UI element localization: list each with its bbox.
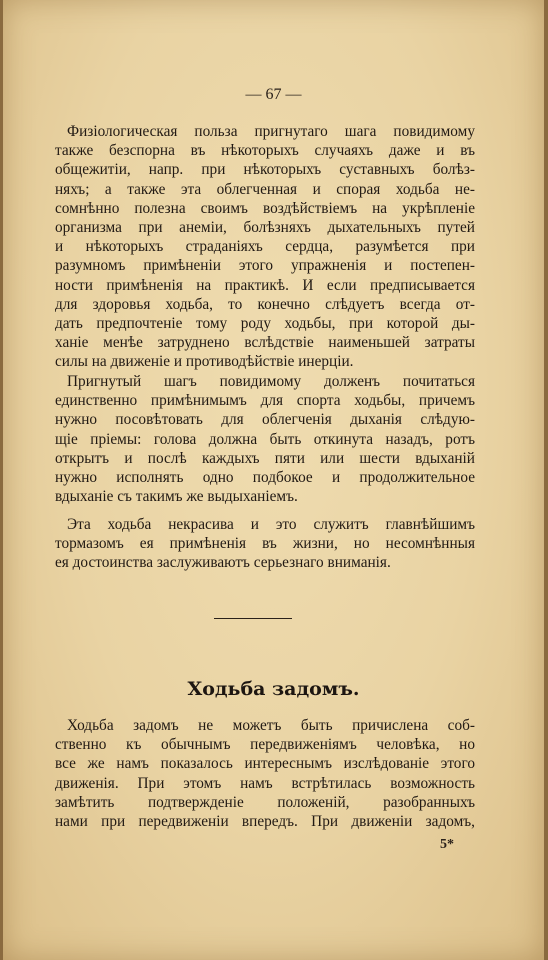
text-line: разумномъ примѣненiи этого упражненiя и постепен- <box>55 257 475 275</box>
text-line: няхъ; а также эта облегченная и спорая ходьба не- <box>55 180 475 198</box>
text-line: для здоровья ходьба, то конечно слѣдуетъ всегда от- <box>55 295 475 313</box>
text-line: ханiе менѣе затруднено вслѣдствiе наименьшей затраты <box>55 334 475 352</box>
text-line: силы на движенiе и противодѣйствiе инерцiи. <box>55 353 354 371</box>
text-line: замѣтить подтвержденiе положенiй, разобранныхъ <box>55 793 475 811</box>
section-heading: Ходьба задомъ. <box>187 678 360 700</box>
text-line: нужно исполнять одно подбокое и продолжительное <box>55 468 475 486</box>
page-number: — 67 — <box>245 86 302 103</box>
paragraph-physiology <box>55 122 475 371</box>
text-line: организма при анемiи, болѣзняхъ дыхательныхъ путей <box>55 218 475 236</box>
text-line: ственно къ обычнымъ передвиженiямъ человѣка, но <box>55 736 475 754</box>
text-line: Пригнутый шагъ повидимому долженъ почитаться <box>67 373 475 390</box>
text-line: также безспорна въ нѣкоторыхъ случаяхъ даже и въ <box>55 142 475 160</box>
text-line: ея достоинства заслуживаютъ серьезнаго вниманiя. <box>55 554 391 572</box>
printer-signature-mark: 5* <box>440 837 454 852</box>
text-line: открытъ и послѣ каждыхъ пяти или шести вдыханiй <box>55 449 475 467</box>
text-line: нужно посовѣтовать для облегченiя дыханiя слѣдую- <box>55 411 475 429</box>
text-line: сомнѣнно полезна своимъ воздѣйствiемъ на укрѣпленiе <box>55 199 475 217</box>
text-line: Ходьба задомъ не можетъ быть причислена соб- <box>67 717 475 734</box>
text-line: и нѣкоторыхъ страданiяхъ сердца, разумѣется при <box>55 238 475 256</box>
text-line: все же намъ показалось интереснымъ изслѣдованiе этого <box>55 755 475 773</box>
paragraph-conclusion <box>55 515 475 573</box>
text-line: Физiологическая польза пригнутаго шага повидимому <box>67 123 475 140</box>
book-page <box>3 0 544 960</box>
text-line: нами при передвиженiи впередъ. При движенiи задомъ, <box>55 812 475 830</box>
section-divider <box>214 618 292 619</box>
text-line: щiе прiемы: голова должна быть откинута назадъ, ротъ <box>55 430 475 448</box>
text-line: движенiя. При этомъ намъ встрѣтилась возможность <box>55 774 475 792</box>
text-line: общежитiи, напр. при нѣкоторыхъ суставныхъ болѣз- <box>55 161 475 179</box>
text-line: единственно примѣнимымъ для спорта ходьбы, причемъ <box>55 392 475 410</box>
paragraph-bent-step <box>55 372 475 506</box>
text-line: Эта ходьба некрасива и это служитъ главнѣйшимъ <box>67 516 475 533</box>
text-line: дать предпочтенiе тому роду ходьбы, при которой ды- <box>55 314 475 332</box>
paragraph-walking-backwards <box>55 716 475 831</box>
text-line: ности примѣненiя на практикѣ. И если предписывается <box>55 276 475 294</box>
text-line: вдыханiе съ такимъ же выдыханiемъ. <box>55 488 298 506</box>
text-line: тормазомъ ея примѣненiя въ жизни, но несомнѣнныя <box>55 535 475 553</box>
